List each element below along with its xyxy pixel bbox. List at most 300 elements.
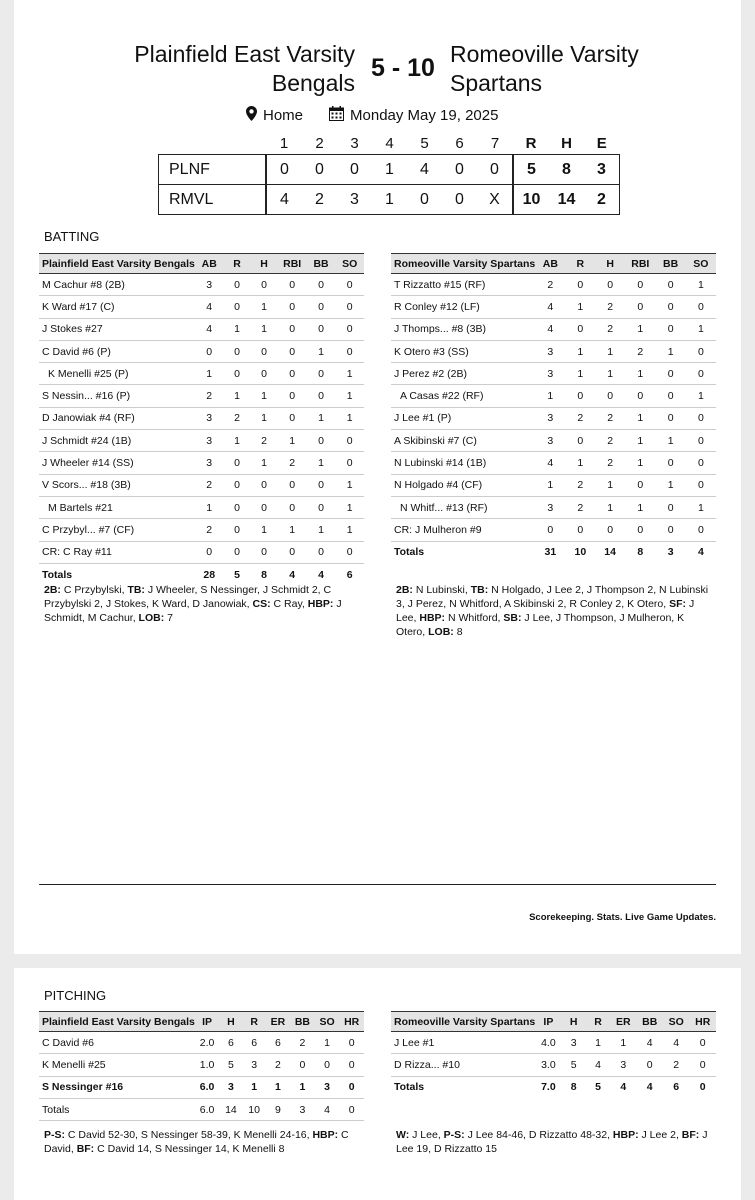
inning-runs: 1 bbox=[372, 155, 407, 185]
stat-value: 3 bbox=[219, 1076, 242, 1098]
stat-value: 3 bbox=[535, 340, 565, 362]
stat-value: 0 bbox=[625, 519, 656, 541]
stat-header: R bbox=[586, 1012, 610, 1032]
stat-value: 1 bbox=[565, 452, 595, 474]
stat-value: 0 bbox=[686, 430, 716, 452]
stat-value: 0 bbox=[307, 430, 336, 452]
inning-runs: 0 bbox=[337, 155, 372, 185]
inning-runs: 0 bbox=[407, 185, 442, 215]
table-row bbox=[391, 318, 716, 340]
total-value: 6 bbox=[346, 568, 353, 581]
stat-header: HR bbox=[339, 1012, 364, 1032]
stat-value: 1 bbox=[535, 474, 565, 496]
stat-value: 1 bbox=[535, 385, 565, 407]
line-score-header bbox=[159, 132, 620, 155]
stat-value: 0 bbox=[251, 474, 278, 496]
pitching-notes-away bbox=[44, 1128, 364, 1156]
note-value: J Lee, bbox=[409, 1129, 444, 1141]
stat-value: 2 bbox=[565, 474, 595, 496]
table-header-row bbox=[391, 1012, 716, 1032]
inning-runs: 1 bbox=[372, 185, 407, 215]
total-value: 5 bbox=[595, 1081, 601, 1094]
stat-value: 0 bbox=[278, 318, 307, 340]
stat-value: 6 bbox=[266, 1032, 290, 1054]
stat-value: 0 bbox=[656, 407, 686, 429]
player-name: D Janowiak #4 (RF) bbox=[39, 407, 195, 429]
stat-value: 0 bbox=[251, 363, 278, 385]
stat-value: 1 bbox=[307, 340, 336, 362]
player-name: A Casas #22 (RF) bbox=[391, 385, 535, 407]
table-row bbox=[391, 474, 716, 496]
stat-header: RBI bbox=[278, 254, 307, 274]
stat-value: 1 bbox=[656, 430, 686, 452]
total-value: 5 bbox=[234, 568, 240, 581]
stat-value: 1 bbox=[565, 340, 595, 362]
inning-runs: 3 bbox=[337, 185, 372, 215]
stat-value: 3 bbox=[195, 274, 224, 296]
total-value: 4 bbox=[646, 1081, 653, 1094]
table-row bbox=[39, 407, 364, 429]
total-value: 4 bbox=[697, 546, 704, 559]
stat-value: 3 bbox=[562, 1032, 586, 1054]
table-row bbox=[391, 519, 716, 541]
inning-runs: X bbox=[477, 185, 513, 215]
stat-value: 6.0 bbox=[195, 1076, 219, 1098]
stat-value: 0 bbox=[686, 296, 716, 318]
note-key: HBP: bbox=[419, 612, 446, 624]
runs-header: R bbox=[525, 134, 537, 152]
stat-value: 5 bbox=[562, 1054, 586, 1076]
stat-value: 0 bbox=[307, 318, 336, 340]
stat-header: SO bbox=[315, 1012, 340, 1032]
stat-value: 4 bbox=[586, 1054, 610, 1076]
hits-header: H bbox=[561, 134, 572, 152]
stat-value: 1 bbox=[251, 296, 278, 318]
stat-value: 0 bbox=[224, 274, 251, 296]
stat-value: 1 bbox=[595, 363, 625, 385]
away-team-name: Plainfield East Varsity Bengals bbox=[134, 41, 355, 96]
table-row bbox=[39, 541, 364, 563]
player-name: S Nessinger #16 bbox=[39, 1076, 195, 1098]
note-key: LOB: bbox=[138, 612, 165, 624]
player-name: D Rizza... #10 bbox=[391, 1054, 535, 1076]
table-row bbox=[39, 296, 364, 318]
inning-runs: 0 bbox=[302, 155, 337, 185]
player-name: C Przybyl... #7 (CF) bbox=[39, 519, 195, 541]
stat-value: 4 bbox=[535, 318, 565, 340]
inning-header: 6 bbox=[455, 134, 464, 152]
table-row bbox=[391, 1054, 716, 1076]
final-score: 5 - 10 bbox=[371, 54, 435, 82]
stat-value: 0 bbox=[278, 296, 307, 318]
note-key: BF: bbox=[681, 1129, 700, 1141]
stat-value: 3 bbox=[535, 363, 565, 385]
stat-value: 0 bbox=[686, 519, 716, 541]
totals-row bbox=[39, 563, 364, 585]
note-key: CS: bbox=[252, 598, 271, 610]
stat-value: 2 bbox=[595, 318, 625, 340]
divider bbox=[39, 884, 716, 885]
stat-value: 0 bbox=[278, 541, 307, 563]
stat-value: 1 bbox=[335, 407, 364, 429]
stat-value: 0 bbox=[195, 340, 224, 362]
footer-tagline: Scorekeeping. Stats. Live Game Updates. bbox=[529, 912, 716, 923]
note-value: J Lee 2, bbox=[638, 1129, 682, 1141]
stat-value: 0 bbox=[535, 519, 565, 541]
stat-value: 0 bbox=[656, 519, 686, 541]
stat-value: 0 bbox=[686, 474, 716, 496]
table-row bbox=[39, 430, 364, 452]
stat-value: 1 bbox=[195, 496, 224, 518]
stat-value: 0 bbox=[290, 1054, 315, 1076]
stat-value: 2 bbox=[535, 274, 565, 296]
note-value: C David, bbox=[44, 1129, 349, 1155]
totals-label: Totals bbox=[394, 546, 425, 559]
player-name: N Lubinski #14 (1B) bbox=[391, 452, 535, 474]
stat-value: 1 bbox=[307, 519, 336, 541]
stat-value: 1 bbox=[290, 1076, 315, 1098]
table-header-row bbox=[39, 1012, 364, 1032]
total-value: 4 bbox=[289, 568, 296, 581]
stat-value: 0 bbox=[307, 496, 336, 518]
stat-value: 2 bbox=[251, 430, 278, 452]
player-name: J Lee #1 bbox=[391, 1032, 535, 1054]
stat-header: IP bbox=[535, 1012, 561, 1032]
stat-value: 2 bbox=[195, 519, 224, 541]
note-key: BF: bbox=[76, 1143, 95, 1155]
stat-value: 1 bbox=[595, 496, 625, 518]
note-key: 2B: bbox=[396, 584, 413, 596]
stat-value: 1 bbox=[625, 363, 656, 385]
line-score-row bbox=[159, 155, 620, 185]
stat-value: 0 bbox=[565, 274, 595, 296]
pitching-table-home bbox=[391, 1011, 716, 1098]
stat-header: SO bbox=[686, 254, 716, 274]
total-value: 7.0 bbox=[541, 1081, 556, 1094]
stat-value: 0 bbox=[224, 474, 251, 496]
note-value: N Holgado, J Lee 2, J Thompson 2, N Lubinski 3, J Perez, N Whitford, A Skibinski 2, R Conley 2, K Otero, bbox=[396, 584, 709, 610]
stat-value: 1 bbox=[686, 496, 716, 518]
stat-value: 2 bbox=[625, 340, 656, 362]
stat-value: 1 bbox=[686, 318, 716, 340]
team-abbrev: PLNF bbox=[159, 155, 267, 185]
stat-value: 1 bbox=[625, 407, 656, 429]
team-name-header: Romeoville Varsity Spartans bbox=[391, 1012, 535, 1032]
stat-value: 0 bbox=[224, 519, 251, 541]
stat-value: 1 bbox=[266, 1076, 290, 1098]
stat-value: 0 bbox=[565, 519, 595, 541]
stat-value: 4 bbox=[195, 318, 224, 340]
stat-value: 1 bbox=[565, 363, 595, 385]
stat-header: ER bbox=[266, 1012, 290, 1032]
table-header-row bbox=[39, 254, 364, 274]
note-value: J Lee 19, D Rizzatto 15 bbox=[396, 1129, 708, 1155]
inning-runs: 0 bbox=[442, 155, 477, 185]
stat-value: 0 bbox=[689, 1032, 716, 1054]
stat-value: 0 bbox=[686, 340, 716, 362]
stat-value: 0 bbox=[224, 541, 251, 563]
note-value: J Lee, J Thompson, J Mulheron, K Otero, bbox=[396, 612, 685, 638]
total-hits: 14 bbox=[549, 185, 584, 215]
inning-runs: 2 bbox=[302, 185, 337, 215]
stat-value: 1 bbox=[595, 340, 625, 362]
batting-table-away bbox=[39, 253, 364, 585]
stat-value: 4 bbox=[663, 1032, 689, 1054]
stat-header: R bbox=[243, 1012, 266, 1032]
stat-value: 1 bbox=[625, 452, 656, 474]
total-value: 8 bbox=[637, 546, 644, 559]
stat-value: 1 bbox=[278, 430, 307, 452]
stat-value: 1 bbox=[335, 496, 364, 518]
inning-header: 4 bbox=[385, 134, 394, 152]
table-row bbox=[39, 474, 364, 496]
stat-value: 4 bbox=[535, 296, 565, 318]
batting-table-home bbox=[391, 253, 716, 563]
note-key: LOB: bbox=[428, 626, 454, 638]
stat-value: 1 bbox=[224, 385, 251, 407]
player-name: J Lee #1 (P) bbox=[391, 407, 535, 429]
total-value: 4 bbox=[318, 568, 324, 581]
pitching-section-title: PITCHING bbox=[44, 988, 107, 1003]
stat-value: 1 bbox=[251, 407, 278, 429]
total-value: 4 bbox=[620, 1081, 627, 1094]
stat-value: 0 bbox=[307, 274, 336, 296]
stat-value: 0 bbox=[595, 385, 625, 407]
table-row bbox=[391, 340, 716, 362]
note-value: C David 52-30, S Nessinger 58-39, K Menelli 24-16, bbox=[65, 1129, 313, 1141]
inning-runs: 0 bbox=[442, 185, 477, 215]
total-hits: 8 bbox=[549, 155, 584, 185]
errors-header: E bbox=[596, 134, 607, 152]
stat-value: 0 bbox=[335, 430, 364, 452]
table-row bbox=[39, 1054, 364, 1076]
table-row bbox=[391, 363, 716, 385]
stat-value: 0 bbox=[689, 1054, 716, 1076]
total-errors: 2 bbox=[584, 185, 620, 215]
note-value: N Whitford, bbox=[445, 612, 504, 624]
stat-value: 0 bbox=[565, 385, 595, 407]
stat-value: 1 bbox=[307, 407, 336, 429]
note-key: TB: bbox=[470, 584, 489, 596]
stat-value: 5 bbox=[219, 1054, 242, 1076]
stat-value: 0 bbox=[278, 274, 307, 296]
calendar-icon bbox=[329, 106, 344, 125]
stat-value: 1 bbox=[278, 519, 307, 541]
stat-value: 1 bbox=[251, 385, 278, 407]
stat-value: 0 bbox=[656, 318, 686, 340]
stat-value: 0 bbox=[565, 318, 595, 340]
stat-value: 1 bbox=[224, 430, 251, 452]
player-name: C David #6 (P) bbox=[39, 340, 195, 362]
stat-value: 0 bbox=[251, 496, 278, 518]
team-name-header: Plainfield East Varsity Bengals bbox=[39, 1012, 195, 1032]
stat-value: 0 bbox=[307, 541, 336, 563]
stat-value: 0 bbox=[339, 1054, 364, 1076]
table-row bbox=[39, 385, 364, 407]
stat-value: 3 bbox=[610, 1054, 636, 1076]
note-value: N Lubinski, bbox=[412, 584, 471, 596]
note-key: HBP: bbox=[612, 1129, 639, 1141]
stat-value: 1 bbox=[251, 452, 278, 474]
player-name: A Skibinski #7 (C) bbox=[391, 430, 535, 452]
batting-section-title: BATTING bbox=[44, 229, 100, 244]
pitching-table-away bbox=[39, 1011, 364, 1121]
note-value: J Lee, bbox=[396, 598, 695, 624]
stat-value: 0 bbox=[251, 340, 278, 362]
table-row bbox=[39, 496, 364, 518]
totals-row bbox=[391, 541, 716, 563]
player-name: N Holgado #4 (CF) bbox=[391, 474, 535, 496]
stat-value: 1 bbox=[243, 1076, 266, 1098]
team-name-header: Romeoville Varsity Spartans bbox=[391, 254, 535, 274]
stat-value: 0 bbox=[565, 430, 595, 452]
stat-value: 0 bbox=[307, 296, 336, 318]
location-pin-icon bbox=[246, 106, 257, 125]
player-name: J Wheeler #14 (SS) bbox=[39, 452, 195, 474]
stat-value: 2 bbox=[595, 296, 625, 318]
table-row bbox=[39, 340, 364, 362]
stat-value: 2 bbox=[595, 430, 625, 452]
stat-value: 2 bbox=[663, 1054, 689, 1076]
total-value: 10 bbox=[574, 546, 587, 559]
stat-header: R bbox=[224, 254, 251, 274]
stat-header: RBI bbox=[625, 254, 656, 274]
stat-header: BB bbox=[290, 1012, 315, 1032]
stat-value: 2 bbox=[595, 452, 625, 474]
player-name: CR: C Ray #11 bbox=[39, 541, 195, 563]
stat-value: 1 bbox=[656, 340, 686, 362]
totals-row bbox=[39, 1098, 364, 1120]
table-header-row bbox=[391, 254, 716, 274]
stat-value: 0 bbox=[686, 407, 716, 429]
stat-value: 0 bbox=[595, 274, 625, 296]
inning-header: 7 bbox=[490, 134, 500, 152]
stat-value: 1 bbox=[625, 318, 656, 340]
player-name: J Thomps... #8 (3B) bbox=[391, 318, 535, 340]
note-value: 7 bbox=[164, 612, 173, 624]
table-row bbox=[391, 1032, 716, 1054]
stat-header: ER bbox=[610, 1012, 636, 1032]
player-name: J Perez #2 (2B) bbox=[391, 363, 535, 385]
stat-value: 0 bbox=[625, 296, 656, 318]
total-value: 8 bbox=[570, 1081, 577, 1094]
note-key: 2B: bbox=[44, 584, 61, 596]
batting-notes-away bbox=[44, 583, 364, 625]
stat-value: 0 bbox=[656, 363, 686, 385]
stat-header: IP bbox=[195, 1012, 219, 1032]
totals-label: Totals bbox=[39, 1098, 195, 1120]
stat-header: H bbox=[219, 1012, 242, 1032]
inning-header: 5 bbox=[420, 134, 429, 152]
stat-value: 1.0 bbox=[195, 1054, 219, 1076]
table-row bbox=[39, 274, 364, 296]
player-name: T Rizzatto #15 (RF) bbox=[391, 274, 535, 296]
stat-value: 0 bbox=[307, 385, 336, 407]
total-value: 6.0 bbox=[195, 1098, 219, 1120]
stat-value: 1 bbox=[307, 452, 336, 474]
stat-value: 2 bbox=[278, 452, 307, 474]
stat-value: 4 bbox=[535, 452, 565, 474]
table-row bbox=[391, 274, 716, 296]
total-value: 0 bbox=[339, 1098, 364, 1120]
note-key: W: bbox=[396, 1129, 410, 1141]
stat-value: 0 bbox=[335, 452, 364, 474]
player-name: M Cachur #8 (2B) bbox=[39, 274, 195, 296]
table-row bbox=[39, 363, 364, 385]
player-name: CR: J Mulheron #9 bbox=[391, 519, 535, 541]
table-row bbox=[391, 430, 716, 452]
stat-value: 0 bbox=[636, 1054, 662, 1076]
total-value: 6 bbox=[673, 1081, 680, 1094]
stat-value: 0 bbox=[278, 474, 307, 496]
note-key: SF: bbox=[669, 598, 687, 610]
stat-value: 2 bbox=[290, 1032, 315, 1054]
stat-value: 2 bbox=[224, 407, 251, 429]
line-score bbox=[158, 132, 620, 215]
table-row bbox=[39, 519, 364, 541]
home-team-name: Romeoville Varsity Spartans bbox=[450, 41, 639, 96]
player-name: S Nessin... #16 (P) bbox=[39, 385, 195, 407]
stat-header: BB bbox=[307, 254, 336, 274]
stat-value: 0 bbox=[278, 385, 307, 407]
stat-value: 0 bbox=[339, 1032, 364, 1054]
stat-value: 1 bbox=[656, 474, 686, 496]
note-value: J Wheeler, S Nessinger, J Schmidt 2, C Przybylski 2, J Stokes, K Ward, D Janowiak, bbox=[44, 584, 332, 610]
total-errors: 3 bbox=[584, 155, 620, 185]
stat-value: 0 bbox=[686, 363, 716, 385]
stat-value: 0 bbox=[307, 474, 336, 496]
player-name: V Scors... #18 (3B) bbox=[39, 474, 195, 496]
note-key: HBP: bbox=[307, 598, 334, 610]
stat-value: 1 bbox=[335, 363, 364, 385]
stat-value: 1 bbox=[586, 1032, 610, 1054]
stat-value: 0 bbox=[656, 274, 686, 296]
stat-value: 0 bbox=[656, 385, 686, 407]
stat-value: 3 bbox=[195, 430, 224, 452]
stat-value: 0 bbox=[224, 452, 251, 474]
stat-value: 2 bbox=[195, 385, 224, 407]
total-value: 3 bbox=[290, 1098, 315, 1120]
stat-value: 2 bbox=[595, 407, 625, 429]
stat-value: 1 bbox=[335, 474, 364, 496]
total-value: 4 bbox=[315, 1098, 340, 1120]
stat-value: 1 bbox=[565, 296, 595, 318]
pitching-notes-home bbox=[396, 1128, 716, 1156]
stat-value: 0 bbox=[224, 496, 251, 518]
team-abbrev: RMVL bbox=[159, 185, 267, 215]
total-value: 31 bbox=[544, 546, 557, 559]
stat-value: 2 bbox=[565, 496, 595, 518]
stat-value: 0 bbox=[251, 274, 278, 296]
stat-value: 3 bbox=[535, 430, 565, 452]
stat-value: 0 bbox=[339, 1076, 364, 1098]
stat-value: 0 bbox=[307, 363, 336, 385]
stat-value: 0 bbox=[224, 296, 251, 318]
stat-value: 2 bbox=[266, 1054, 290, 1076]
player-name: J Schmidt #24 (1B) bbox=[39, 430, 195, 452]
inning-header: 3 bbox=[350, 134, 359, 152]
stat-value: 0 bbox=[315, 1054, 340, 1076]
player-name: K Menelli #25 (P) bbox=[39, 363, 195, 385]
table-row bbox=[391, 296, 716, 318]
game-date: Monday May 19, 2025 bbox=[350, 107, 499, 124]
total-value: 0 bbox=[699, 1081, 706, 1094]
stat-value: 0 bbox=[656, 296, 686, 318]
total-runs: 10 bbox=[513, 185, 549, 215]
total-value: 28 bbox=[203, 568, 216, 581]
stat-value: 0 bbox=[335, 318, 364, 340]
stat-value: 1 bbox=[335, 385, 364, 407]
